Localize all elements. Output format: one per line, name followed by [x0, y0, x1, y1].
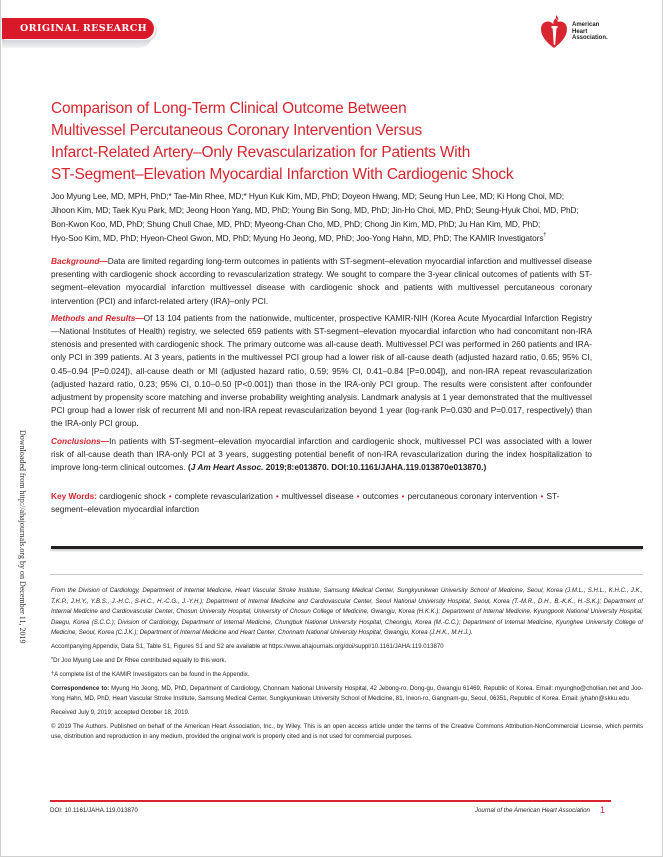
citation-journal: J Am Heart Assoc.	[190, 462, 264, 473]
logo-line-3: Association.	[572, 35, 608, 42]
author-line-last	[51, 231, 651, 245]
keyword-separator: •	[540, 491, 544, 501]
abstract-conclusions	[51, 435, 592, 475]
correspondence-label: Correspondence to:	[51, 684, 110, 692]
aha-logo[interactable]	[540, 14, 608, 50]
footer-journal-name: Journal of the American Heart Association	[474, 807, 590, 814]
heart-torch-icon	[540, 14, 568, 50]
citation[interactable]	[188, 462, 486, 472]
keywords-label: Key Words:	[51, 491, 97, 501]
citation-open: (	[187, 462, 191, 473]
footer-rule	[50, 800, 611, 802]
abstract-background	[51, 255, 592, 308]
abstract	[51, 255, 592, 478]
keyword[interactable]: cardiogenic shock	[99, 491, 166, 501]
abstract-divider	[51, 546, 643, 549]
correspondence	[51, 684, 643, 705]
affiliations-block	[51, 586, 643, 746]
equal-contribution-text: Dr Joo Myung Lee and Dr Rhee contributed equally to this work.	[53, 656, 227, 664]
investigators-note	[51, 670, 643, 681]
article-title	[51, 98, 651, 186]
logo-line-2: Heart	[572, 28, 588, 35]
investigators-dagger[interactable]: †	[543, 232, 547, 238]
title-line: ST-Segment–Elevation Myocardial Infarction With Cardiogenic Shock	[51, 166, 514, 183]
affiliations: From the Division of Cardiology, Department of Internal Medicine, Heart Vascular Stroke Institute, Samsung Medical Center, Sungkyunkwan University School of Medicine, Seoul, Korea (J.M.L., S.H.L., K.H.C., J.K., T.K.P., J.H.Y., Y.B.S., J.-H.C., S-H.C., H.-C.G., J.-Y.H.); Department of Internal Medicine and Cardiovascular Center, Seoul National University Hospital, Seoul, Korea (T.-M.R., D.H., B.-K.K., H.-S.K.); Department of Internal Medicine and Cardiovascular Center, Chosun University Hospital, University of Chosun College of Medicine, Gwangju, Korea (H.K.K.); Department of Internal Medicine, Kyungpook National University Hospital, Daegu, Korea (S.C.C.); Division of Cardiology, Department of Internal Medicine, Chungbuk National University Hospital, Cheongju, Korea (M.-C.C.); Department of Internal Medicine, Kyunghee University College of Medicine, Seoul, Korea (C.J.K.); Department of Internal Medicine and Heart Center, Chonnam National University Hospital, Gwangju, Korea (J.H.K., M.H.J.).	[51, 587, 643, 637]
keyword[interactable]: multivessel disease	[281, 491, 354, 501]
download-sidebar	[17, 430, 27, 730]
title-line: Multivessel Percutaneous Coronary Intervention Versus	[51, 122, 423, 139]
author-line: Joo Myung Lee, MD, MPH, PhD;* Tae-Min Rhee, MD;* Hyun Kuk Kim, MD, PhD; Doyeon Hwang, MD; Seung Hun Lee, MD; Ki Hong Choi, MD;	[51, 191, 564, 201]
keyword-separator: •	[356, 491, 360, 501]
methods-heading: Methods and Results—	[51, 312, 144, 323]
aha-logo-text	[572, 22, 608, 42]
author-line-text: Hyo-Soo Kim, MD, PhD; Hyeon-Cheol Gwon, MD, PhD; Myung Ho Jeong, MD, PhD; Joo-Yong Hahn, MD, PhD; The KAMIR Investigators	[51, 233, 544, 243]
citation-rest: 2019;8:e013870. DOI:10.1161/JAHA.119.013870e013870.)	[263, 462, 487, 473]
license-note: © 2019 The Authors. Published on behalf of the American Heart Association, Inc., by Wiley. This is an open access article under the terms of the Creative Commons Attribution-NonCommercial License, which permits use, distribution and reproduction in any medium, provided the original work is properly cited and is not used for commercial purposes.	[51, 722, 643, 741]
methods-text: Of 13 104 patients from the nationwide, multicenter, prospective KAMIR-NIH (Korea Acute Myocardial Infarction Registry—National Institutes of Health) registry, we selected 659 patients with ST-segment–elevation myocardial infarction who had concomitant non-IRA stenosis and presented with cardiogenic shock. The primary outcome was all-cause death. Multivessel PCI was performed in 260 patients and IRA-only PCI in 399 patients. At 3 years, patients in the multivessel PCI group had a lower risk of all-cause death (adjusted hazard ratio, 0.65; 95% CI, 0.45–0.94 [P=0.024]), all-cause death or MI (adjusted hazard ratio, 0.59; 95% CI, 0.41–0.84 [P=0.004]), and non-IRA repeat revascularization (adjusted hazard ratio, 0.23; 95% CI, 0.10–0.50 [P<0.001]) than those in the IRA-only PCI group. The results were consistent after confounder adjustment by propensity score matching and inverse probability weighting analysis. Landmark analysis at 1 year demonstrated that the multivessel PCI group had a lower risk of recurrent MI and non-IRA repeat revascularization beyond 1 year (log-rank P=0.030 and P=0.017, respectively) than the IRA-only PCI group.	[51, 312, 592, 429]
download-note: Downloaded from http://ahajournals.org by on December 11, 2019	[18, 430, 27, 644]
section-label: ORIGINAL RESEARCH	[20, 23, 148, 34]
section-ribbon	[2, 14, 160, 54]
equal-contribution-note	[51, 656, 643, 667]
title-line: Infarct-Related Artery–Only Revascularization for Patients With	[51, 144, 471, 161]
background-heading: Background—	[51, 256, 108, 266]
title-line: Comparison of Long-Term Clinical Outcome Between	[51, 100, 407, 117]
author-list	[51, 189, 651, 245]
keyword-separator: •	[401, 491, 405, 501]
received-dates: Received July 9, 2019; accepted October 18, 2019.	[51, 708, 190, 716]
asterisk-mark: *	[51, 656, 54, 663]
supplement-note[interactable]: Accompanying Appendix, Data S1, Table S1, Figures S1 and S2 are available at https://www.ahajournals.org/doi/suppl/10.1161/JAHA.119.013870	[51, 643, 444, 651]
keyword-separator: •	[168, 491, 172, 501]
investigators-text: A complete list of the KAMIR Investigators can be found in the Appendix.	[54, 670, 250, 678]
keyword-separator: •	[275, 491, 279, 501]
correspondence-text: Myung Ho Jeong, MD, PhD, Department of Cardiology, Chonnam National University Hospital, 42 Jebong-ro, Dong-gu, Gwangju 61469, Republic of Korea. Email: myungho@chollian.net and Joo-Yong Hahn, MD, PhD, Heart Vascular Stroke Institute, Samsung Medical Center, Sungkyunkwan University School of Medicine, 81, Irwon-ro, Gangnam-gu, Seoul, 06351, Republic of Korea. Email: jyhahn@skku.edu	[51, 684, 643, 703]
footer-doi[interactable]: DOI: 10.1161/JAHA.119.013870	[50, 807, 138, 814]
conclusions-text: In patients with ST-segment–elevation myocardial infarction and cardiogenic shock, multivessel PCI was associated with a lower risk of all-cause death than IRA-only PCI at 3 years, suggesting potential benefit of non-IRA revascularization during the index hospitalization to improve long-term clinical outcomes.	[51, 435, 592, 473]
dagger-mark: †	[51, 670, 55, 677]
keyword[interactable]: complete revascularization	[174, 491, 273, 501]
page-number: 1	[600, 805, 606, 815]
author-line: Jihoon Kim, MD; Taek Kyu Park, MD; Jeong Hoon Yang, MD, PhD; Young Bin Song, MD, PhD; Jin-Ho Choi, MD, PhD; Seung-Hyuk Choi, MD, PhD;	[51, 205, 579, 215]
keyword[interactable]: ST-segment–elevation myocardial infarction	[51, 491, 560, 515]
logo-line-1: American	[572, 21, 600, 28]
abstract-methods	[51, 312, 592, 431]
background-text: Data are limited regarding long-term outcomes in patients with ST-segment–elevation myocardial infarction and multivessel disease presenting with cardiogenic shock according to revascularization strategy. We sought to compare the 3-year clinical outcomes of patients with ST-segment–elevation myocardial infarction multivessel disease with cardiogenic shock and patients with multivessel percutaneous coronary intervention (PCI) and infarct-related artery (IRA)–only PCI.	[51, 256, 592, 306]
affiliation-divider	[50, 574, 643, 575]
conclusions-heading: Conclusions—	[51, 435, 110, 446]
keywords	[51, 490, 592, 516]
keyword[interactable]: percutaneous coronary intervention	[407, 491, 538, 501]
author-line: Bon-Kwon Koo, MD, PhD; Shung Chull Chae, MD, PhD; Myeong-Chan Cho, MD, PhD; Chong Jin Kim, MD, PhD; Ju Han Kim, MD, PhD;	[51, 219, 541, 229]
keyword[interactable]: outcomes	[362, 491, 399, 501]
ribbon-bar	[2, 18, 154, 39]
